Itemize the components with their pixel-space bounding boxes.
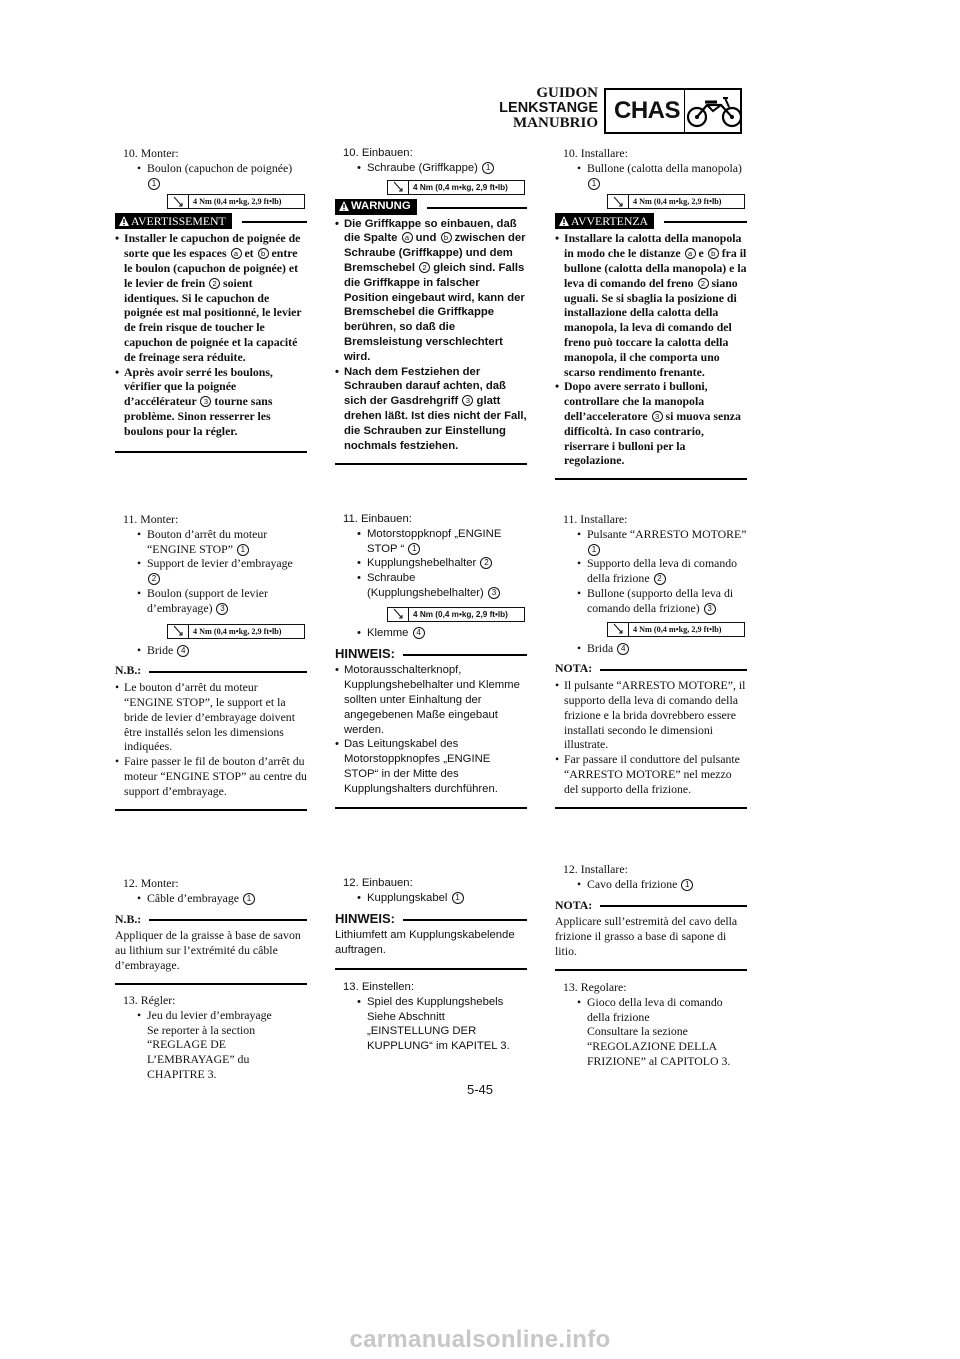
section-title-fr: GUIDON: [536, 85, 598, 101]
list-item: • Spiel des Kupplungshebels: [357, 995, 504, 1008]
warning-item: • Installer le capuchon de poignée de sorte que les espaces a et b entre le boulon (capuchon de poignée) et le levier de frein 2 soient identiques. Si le capuchon de poignée est mal positionné, le levier de frein risque de toucher le capuchon de poignée et la capacité de freinage sera réduite.: [115, 231, 302, 364]
de-step-12: [335, 876, 527, 970]
warning-list: [335, 217, 527, 454]
chapter-label: CHAS: [606, 90, 685, 132]
de-step-13: [335, 980, 527, 1054]
torque-spec: [167, 624, 305, 639]
it-step-10: [555, 146, 747, 480]
step-text: Siehe Abschnitt „EINSTELLUNG DER KUPPLUNG“ im KAPITEL 3.: [367, 1010, 510, 1053]
warning-item: • Die Griffkappe so einbauen, daß die Spalte a und b zwischen der Schraube (Griffkappe) und dem Bremschebel 2 gleich sind. Falls die Griffkappe in falscher Position eingebaut wird, kann der Bremschebel die Griffkappe berühren, so daß die Bremsleistung verschlechtert wird.: [335, 217, 526, 363]
note-label: N.B.:: [115, 911, 142, 926]
note-header: [115, 663, 307, 678]
motorcycle-icon: [685, 90, 745, 132]
warning-icon: [119, 216, 129, 227]
note-header: [555, 898, 747, 913]
torque-value: 4 Nm (0,4 m•kg, 2,9 ft•lb): [633, 624, 722, 634]
de-step-11: [335, 512, 527, 809]
it-step-13: [555, 980, 747, 1069]
fr-step-13: [115, 993, 307, 1082]
list-item: • Klemme 4: [335, 626, 527, 641]
torque-value: 4 Nm (0,4 m•kg, 2,9 ft•lb): [193, 197, 282, 207]
it-step-12: [555, 862, 747, 971]
note-list: [115, 680, 307, 798]
warning-header: [335, 199, 527, 215]
warning-item: • Nach dem Festziehen der Schrauben darauf achten, daß sich der Gasdrehgriff 3 glatt drehen läßt. Ist dies nicht der Fall, die Schrauben zur Einstellung nochmals festziehen.: [335, 365, 527, 452]
note-header: [335, 647, 527, 662]
warning-header: [115, 213, 307, 229]
it-step-11: [555, 512, 747, 809]
section-title-de: LENKSTANGE: [499, 100, 598, 116]
wrench-icon: [388, 608, 409, 621]
warning-icon: [559, 216, 569, 227]
wrench-icon: [608, 195, 629, 208]
note-header: [115, 912, 307, 927]
step-title: 13. Regolare:: [563, 980, 627, 994]
list-item: • Boulon (capuchon de poignée) 1: [137, 160, 293, 188]
list-item: • Motorstoppknopf „ENGINE STOP “ 1: [357, 527, 502, 555]
list-item: • Bride 4: [115, 643, 307, 658]
list-item: • Bouton d’arrêt du moteur “ENGINE STOP” 1: [137, 526, 268, 556]
warning-label: AVVERTENZA: [571, 213, 649, 228]
warning-tag: [555, 213, 654, 229]
note-list: [335, 663, 527, 796]
fr-step-11: [115, 512, 307, 811]
list-item: • Support de levier d’embrayage 2: [137, 556, 293, 584]
torque-value: 4 Nm (0,4 m•kg, 2,9 ft•lb): [413, 609, 508, 619]
step-title: 10. Installare:: [563, 146, 628, 160]
note-item: • Far passare il conduttore del pulsante “ARRESTO MOTORE” nel mezzo del supporto della frizione.: [555, 752, 740, 796]
list-item: • Schraube (Kupplungshebelhalter) 3: [335, 571, 527, 601]
warning-list: [555, 231, 747, 468]
torque-spec: [387, 607, 525, 622]
list-item: • Schraube (Griffkappe) 1: [335, 161, 527, 176]
list-item: • Câble d’embrayage 1: [115, 891, 307, 906]
torque-value: 4 Nm (0,4 m•kg, 2,9 ft•lb): [413, 182, 508, 192]
note-item: • Le bouton d’arrêt du moteur “ENGINE STOP”, le support et la bride de levier d’embrayage doivent être installés selon les dimensions indiquées.: [115, 680, 295, 754]
list-item: • Supporto della leva di comando della frizione 2: [577, 556, 738, 586]
warning-icon: [339, 201, 349, 212]
note-header: [335, 912, 527, 927]
torque-value: 4 Nm (0,4 m•kg, 2,9 ft•lb): [193, 626, 282, 636]
list-item: • Jeu du levier d’embrayage: [137, 1007, 272, 1022]
list-item: • Kupplungskabel 1: [335, 891, 527, 906]
item-text: Boulon (capuchon de poignée): [147, 160, 293, 175]
step-title: 12. Installare:: [563, 862, 628, 876]
list-item: • Bullone (calotta della manopola) 1: [577, 160, 742, 188]
wrench-icon: [388, 181, 409, 194]
note-text: Lithiumfett am Kupplungskabelende auftragen.: [335, 929, 515, 957]
note-label: N.B.:: [115, 663, 142, 678]
note-item: • Das Leitungskabel des Motorstoppknopfes „ENGINE STOP“ in der Mitte des Kupplungshalters durchführen.: [335, 738, 498, 795]
step-title: 12. Einbauen:: [343, 877, 413, 889]
list-item: • Pulsante “ARRESTO MOTORE” 1: [577, 526, 747, 554]
note-text: Appliquer de la graisse à base de savon au lithium sur l’extrémité du câble d’embrayage.: [115, 928, 301, 972]
note-header: [555, 661, 747, 676]
torque-spec: [167, 194, 305, 209]
page-number: 5-45: [466, 1082, 494, 1097]
torque-spec: [387, 180, 525, 195]
list-item: • Cavo della frizione 1: [555, 877, 747, 892]
step-title: 10. Monter:: [123, 146, 179, 160]
torque-value: 4 Nm (0,4 m•kg, 2,9 ft•lb): [633, 197, 722, 207]
list-item: • Kupplungshebelhalter 2: [335, 556, 527, 571]
fr-step-12: [115, 876, 307, 985]
note-label: NOTA:: [555, 897, 593, 912]
wrench-icon: [168, 195, 189, 208]
note-text: Applicare sull’estremità del cavo della frizione il grasso a base di sapone di litio.: [555, 914, 738, 958]
fr-step-10: [115, 146, 307, 453]
de-step-10: [335, 146, 527, 465]
note-item: • Faire passer le fil de bouton d’arrêt du moteur “ENGINE STOP” au centre du support d’embrayage.: [115, 754, 307, 798]
warning-item: • Installare la calotta della manopola in modo che le distanze a e b fra il bullone (calotta della manopola) e la leva di comando del freno 2 siano uguali. Se si sbaglia la posizione di installazione della calotta della manopola, la leva di comando del freno può toccare la calotta della manopola, il che comporta uno scarso rendimento frenante.: [555, 231, 747, 379]
note-item: • Il pulsante “ARRESTO MOTORE”, il supporto della leva di comando della frizione e la brida dovrebbero essere installati secondo le dimensioni illustrate.: [555, 678, 746, 752]
step-title: 11. Installare:: [563, 512, 628, 526]
step-text: Consultare la sezione “REGOLAZIONE DELLA FRIZIONE” al CAPITOLO 3.: [587, 1024, 731, 1068]
torque-spec: [607, 194, 745, 209]
step-title: 10. Einbauen:: [343, 147, 413, 159]
warning-item: • Après avoir serré les boulons, vérifier que la poignée d’accélérateur 3 tourne sans problème. Sinon resserrer les boulons pour la régler.: [115, 364, 273, 438]
step-text: Se reporter à la section “REGLAGE DE L’EMBRAYAGE” du CHAPITRE 3.: [147, 1022, 256, 1081]
warning-label: WARNUNG: [351, 200, 411, 213]
step-title: 11. Einbauen:: [343, 513, 412, 525]
step-title: 12. Monter:: [123, 876, 179, 890]
list-item: • Bullone (supporto della leva di comando della frizione) 3: [577, 585, 734, 615]
warning-header: [555, 213, 747, 229]
note-label: HINWEIS:: [335, 645, 395, 661]
wrench-icon: [168, 625, 189, 638]
note-item: • Motorausschalterknopf, Kupplungshebelhalter und Klemme sollten unter Einhaltung der angegebenen Maße eingebaut werden.: [335, 664, 520, 736]
callout-number: 1: [148, 178, 160, 190]
step-title: 13. Régler:: [123, 993, 176, 1007]
warning-label: AVERTISSEMENT: [131, 213, 226, 228]
torque-spec: [607, 622, 745, 637]
warning-list: [115, 231, 307, 438]
wrench-icon: [608, 623, 629, 636]
warning-tag: [335, 199, 417, 215]
list-item: • Gioco della leva di comando della frizione: [577, 994, 723, 1024]
list-item: • Brida 4: [555, 641, 747, 656]
note-label: NOTA:: [555, 661, 593, 676]
list-item: • Boulon (support de levier d’embrayage) 3: [137, 585, 268, 615]
note-label: HINWEIS:: [335, 910, 395, 926]
warning-tag: [115, 213, 232, 229]
chapter-badge: [604, 88, 742, 134]
note-list: [555, 678, 747, 796]
step-title: 13. Einstellen:: [343, 981, 414, 993]
warning-item: • Dopo avere serrato i bulloni, controllare che la manopola dell’acceleratore 3 si muova senza difficoltà. In caso contrario, riserrare i bulloni per la regolazione.: [555, 379, 741, 468]
step-title: 11. Monter:: [123, 512, 179, 526]
section-titles: [420, 86, 598, 131]
watermark: carmanualsonline.info: [349, 1326, 611, 1353]
section-title-it: MANUBRIO: [513, 115, 598, 131]
